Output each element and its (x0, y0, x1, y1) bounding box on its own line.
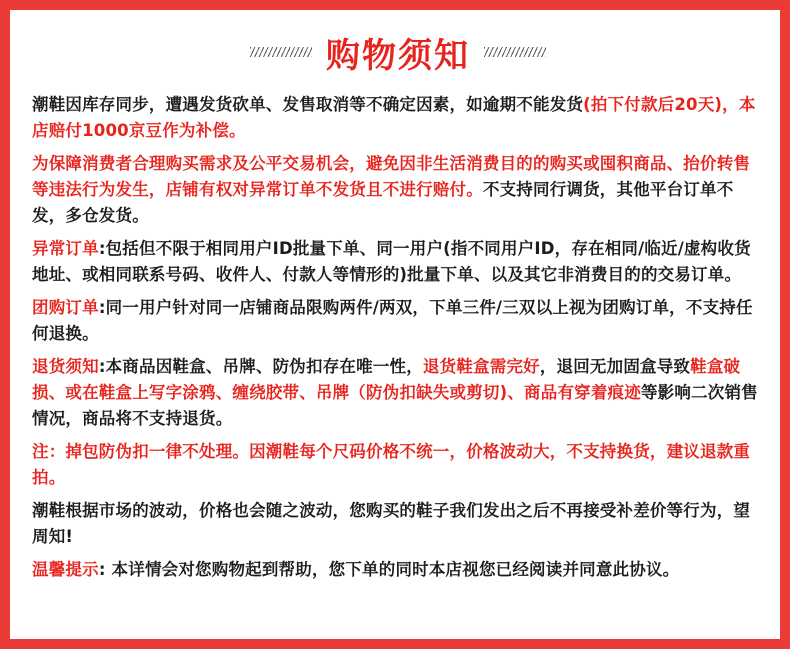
return-label: 退货须知 (32, 357, 99, 376)
abnormal-order-label: 异常订单 (32, 239, 99, 258)
notice-return (32, 354, 764, 432)
notice-card (10, 10, 780, 639)
page-title: 购物须知 (326, 35, 470, 76)
abnormal-order-text: :包括但不限于相同用户ID批量下单、同一用户(指不同用户ID，存在相同/临近/虚构收货地址、或相同联系号码、收件人、付款人等情形的)批量下单、以及其它非消费目的的交易订单。 (32, 239, 751, 284)
return-text-e: 等影响二次销售情况，商品将不支持退货。 (32, 383, 758, 428)
left-hatch-decoration (250, 47, 312, 57)
reminder-text: : 本详情会对您购物起到帮助，您下单的同时本店视您已经阅读并同意此协议。 (98, 560, 680, 579)
notice-price-fluctuation: 潮鞋根据市场的波动，价格也会随之波动，您购买的鞋子我们发出之后不再接受补差价等行为，望周知! (32, 501, 751, 546)
right-hatch-decoration (484, 47, 546, 57)
notice-group-order (32, 295, 764, 347)
return-text-a: :本商品因鞋盒、吊牌、防伪扣存在唯一性， (98, 357, 423, 376)
abnormal-policy-text: 为保障消费者合理购买需求及公平交易机会，避免因非生活消费目的的购买或囤积商品、抬价转售等违法行为发生，店铺有权对异常订单不发货且不进行赔付。 (32, 154, 751, 199)
notice-abnormal-order (32, 236, 764, 288)
notice-stock-sync (32, 92, 764, 144)
notice-reminder (32, 557, 764, 583)
compensation-text: (拍下付款后20天)，本店赔付1000京豆作为补偿。 (32, 95, 756, 140)
notice-anti-counterfeit: 注：掉包防伪扣一律不处理。因潮鞋每个尺码价格不统一，价格波动大，不支持换货，建议退款重拍。 (32, 442, 751, 487)
return-text-c: ，退回无加固盒导致 (539, 357, 691, 376)
title-row (32, 22, 764, 82)
return-text-d: 鞋盒破损、或在鞋盒上写字涂鸦、缠绕胶带、吊牌（防伪扣缺失或剪切)、商品有穿着痕迹 (32, 357, 741, 402)
stock-sync-text: 潮鞋因库存同步，遭遇发货砍单、发售取消等不确定因素，如逾期不能发货 (32, 95, 584, 114)
notice-abnormal-policy (32, 151, 764, 229)
group-order-text: :同一用户针对同一店铺商品限购两件/两双，下单三件/三双以上视为团购订单，不支持任何退换。 (32, 298, 753, 343)
group-order-label: 团购订单 (32, 298, 99, 317)
no-transfer-text: 不支持同行调货，其他平台订单不发，多仓发货。 (32, 180, 734, 225)
return-text-b: 退货鞋盒需完好 (422, 357, 540, 376)
reminder-label: 温馨提示 (32, 560, 99, 579)
